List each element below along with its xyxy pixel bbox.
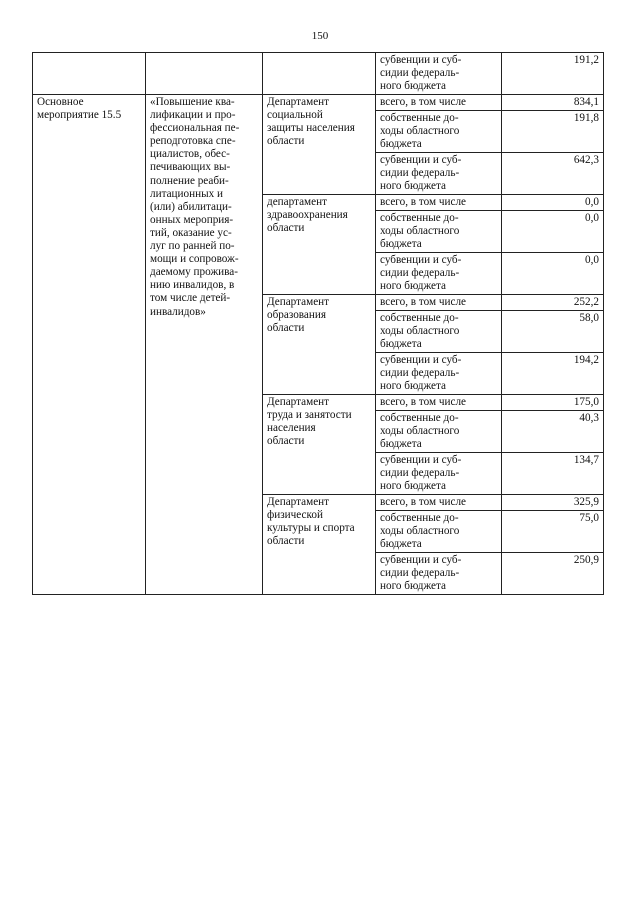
funding-type-cell: собственные до- ходы областного бюджета — [376, 511, 502, 553]
department-name-cell: Департамент образования области — [263, 295, 376, 395]
funding-type-cell: собственные до- ходы областного бюджета — [376, 311, 502, 353]
budget-table — [32, 52, 604, 595]
amount-cell: 834,1 — [502, 95, 604, 111]
department-name-cell: Департамент физической культуры и спорта области — [263, 495, 376, 595]
funding-type-cell: субвенции и суб- сидии федераль- ного бюджета — [376, 353, 502, 395]
department-name-cell: департамент здравоохранения области — [263, 195, 376, 295]
funding-type-cell: субвенции и суб- сидии федераль- ного бюджета — [376, 553, 502, 595]
department-name-cell: Департамент социальной защиты населения области — [263, 95, 376, 195]
amount-cell: 75,0 — [502, 511, 604, 553]
funding-type-cell: собственные до- ходы областного бюджета — [376, 111, 502, 153]
funding-type-cell: субвенции и суб- сидии федераль- ного бюджета — [376, 153, 502, 195]
amount-cell: 325,9 — [502, 495, 604, 511]
funding-type-cell: всего, в том числе — [376, 395, 502, 411]
amount-cell: 0,0 — [502, 195, 604, 211]
activity-title-cell — [146, 53, 263, 95]
amount-cell: 191,2 — [502, 53, 604, 95]
funding-type-cell: всего, в том числе — [376, 295, 502, 311]
amount-cell: 191,8 — [502, 111, 604, 153]
funding-type-cell: собственные до- ходы областного бюджета — [376, 211, 502, 253]
table-row — [33, 95, 604, 111]
amount-cell: 642,3 — [502, 153, 604, 195]
funding-type-cell: всего, в том числе — [376, 95, 502, 111]
table-row — [33, 53, 604, 95]
funding-type-cell: субвенции и суб- сидии федераль- ного бюджета — [376, 453, 502, 495]
funding-type-cell: субвенции и суб- сидии федераль- ного бюджета — [376, 253, 502, 295]
amount-cell: 252,2 — [502, 295, 604, 311]
amount-cell: 175,0 — [502, 395, 604, 411]
funding-type-cell: собственные до- ходы областного бюджета — [376, 411, 502, 453]
amount-cell: 134,7 — [502, 453, 604, 495]
funding-type-cell: всего, в том числе — [376, 495, 502, 511]
activity-title-cell: «Повышение ква- лификации и про- фессиональная пе- реподготовка спе- циалистов, обес- печивающих вы- полнение реаби- литационных и (или) абилитаци- онных мероприя- тий, оказание ус- луг по ранней по- мощи и сопровож- даемому прожива- нию инвалидов, в том числе детей- инвалидов» — [146, 95, 263, 595]
activity-code-cell — [33, 53, 146, 95]
page-number: 150 — [311, 30, 329, 42]
department-cell — [263, 53, 376, 95]
department-name-cell: Департамент труда и занятости населения области — [263, 395, 376, 495]
amount-cell: 40,3 — [502, 411, 604, 453]
amount-cell: 250,9 — [502, 553, 604, 595]
amount-cell: 0,0 — [502, 211, 604, 253]
activity-code-cell: Основное мероприятие 15.5 — [33, 95, 146, 595]
amount-cell: 0,0 — [502, 253, 604, 295]
amount-cell: 58,0 — [502, 311, 604, 353]
amount-cell: 194,2 — [502, 353, 604, 395]
funding-type-cell: всего, в том числе — [376, 195, 502, 211]
funding-type-cell: субвенции и суб- сидии федераль- ного бюджета — [376, 53, 502, 95]
